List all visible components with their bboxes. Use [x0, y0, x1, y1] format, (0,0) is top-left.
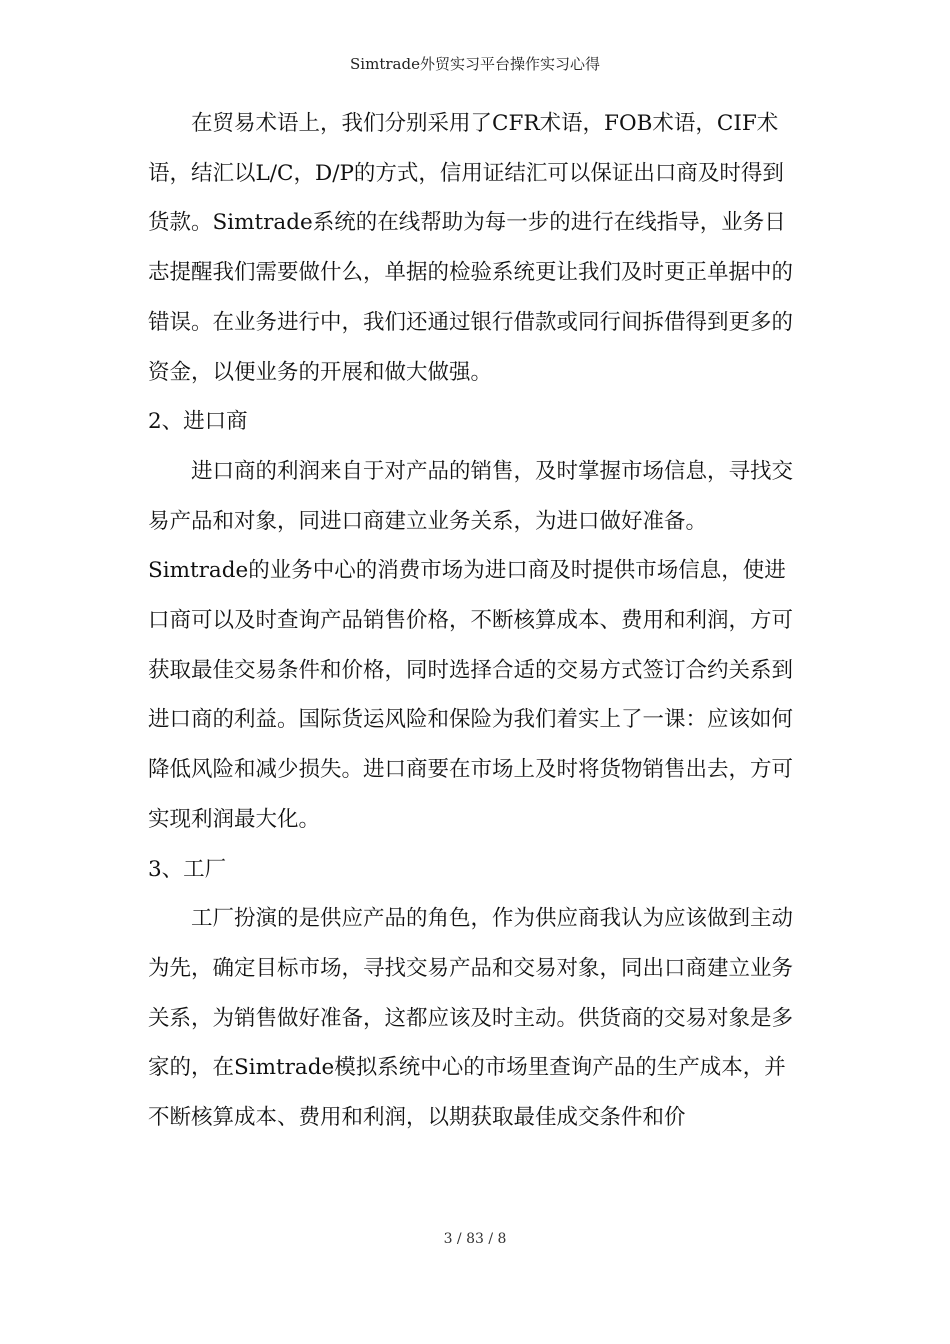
section-heading-importer: 2、进口商: [148, 409, 248, 435]
document-body: [148, 99, 802, 1143]
paragraph-importer: 进口商的利润来自于对产品的销售，及时掌握市场信息，寻找交易产品和对象，同进口商建立业务关系，为进口做好准备。Simtrade的业务中心的消费市场为进口商及时提供市场信息，使进口商可以及时查询产品销售价格，不断核算成本、费用和利润，方可获取最佳交易条件和价格，同时选择合适的交易方式签订合约关系到进口商的利益。国际货运风险和保险为我们着实上了一课：应该如何降低风险和减少损失。进口商要在市场上及时将货物销售出去，方可实现利润最大化。: [148, 458, 794, 832]
section-heading-factory: 3、工厂: [148, 856, 227, 882]
paragraph-trade-terms: 在贸易术语上，我们分别采用了CFR术语，FOB术语，CIF术语，结汇以L/C，D/P的方式，信用证结汇可以保证出口商及时得到货款。Simtrade系统的在线帮助为每一步的进行在线指导，业务日志提醒我们需要做什么，单据的检验系统更让我们及时更正单据中的错误。在业务进行中，我们还通过银行借款或同行间拆借得到更多的资金，以便业务的开展和做大做强。: [148, 111, 794, 385]
paragraph-factory: 工厂扮演的是供应产品的角色，作为供应商我认为应该做到主动为先，确定目标市场，寻找交易产品和交易对象，同出口商建立业务关系，为销售做好准备，这都应该及时主动。供货商的交易对象是多家的，在Simtrade模拟系统中心的市场里查询产品的生产成本，并不断核算成本、费用和利润，以期获取最佳成交条件和价: [148, 906, 794, 1131]
page-number: 3 / 83 / 8: [443, 1231, 507, 1247]
page-header: Simtrade外贸实习平台操作实习心得: [350, 55, 600, 73]
